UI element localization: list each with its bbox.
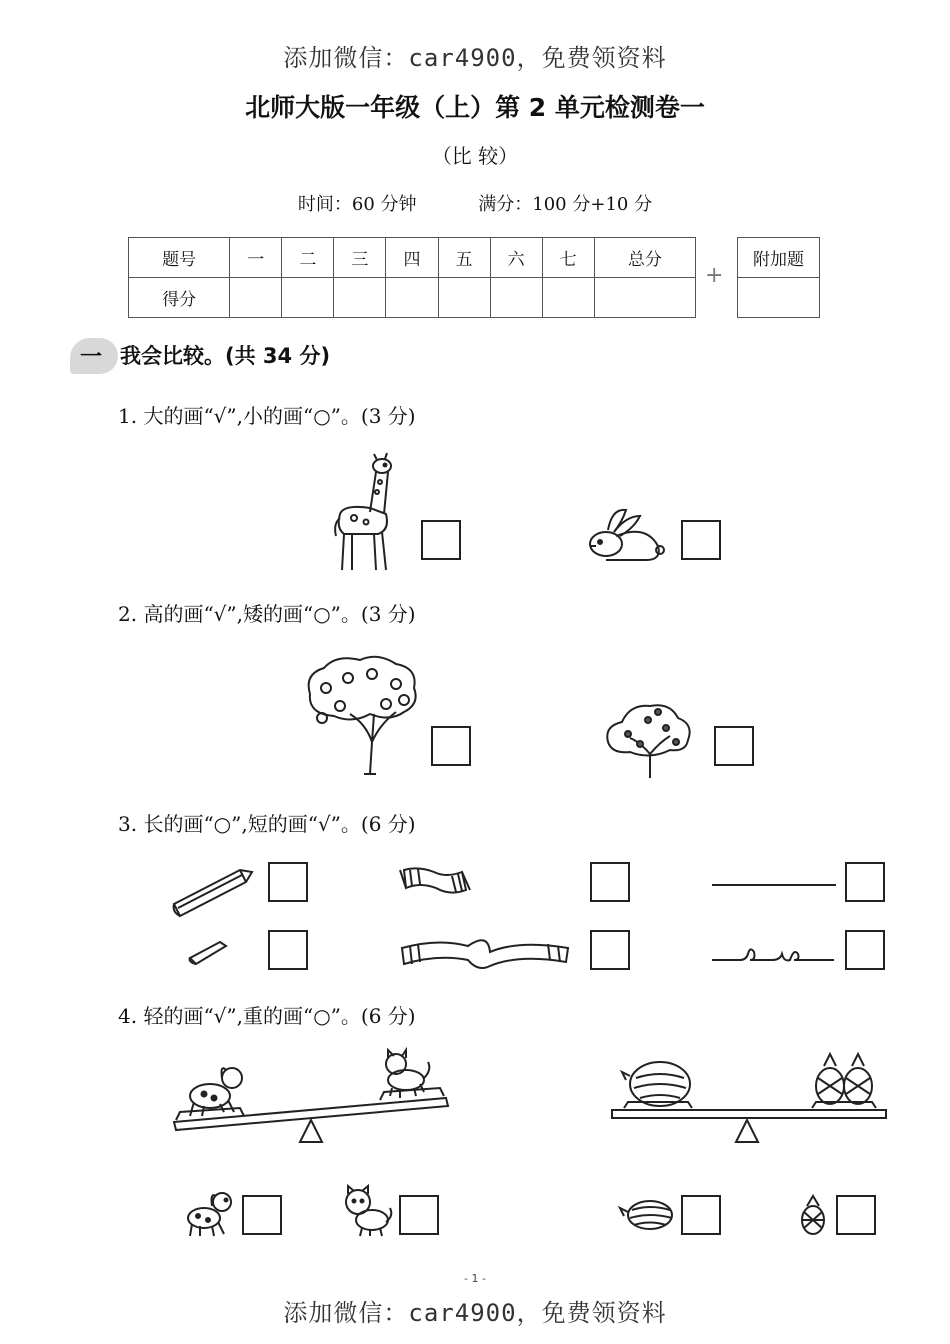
question-2: 2. 高的画“√”,矮的画“○”。(3 分) bbox=[118, 602, 416, 626]
score-cell[interactable] bbox=[594, 278, 695, 318]
exam-info bbox=[0, 190, 950, 216]
watermark-bottom: 添加微信：car4900，免费领资料 bbox=[283, 1299, 667, 1327]
score-header-cell: 三 bbox=[334, 238, 386, 278]
score-table bbox=[128, 237, 696, 318]
question-1: 1. 大的画“√”,小的画“○”。(3 分) bbox=[118, 404, 416, 428]
answer-box[interactable] bbox=[590, 862, 630, 902]
score-header-cell: 总分 bbox=[594, 238, 695, 278]
score-header-cell: 题号 bbox=[129, 238, 230, 278]
score-row-label: 得分 bbox=[129, 278, 230, 318]
seesaw-dog-cat-image bbox=[170, 1050, 450, 1146]
answer-box[interactable] bbox=[845, 862, 885, 902]
score-header-cell: 七 bbox=[542, 238, 594, 278]
score-cell[interactable] bbox=[542, 278, 594, 318]
answer-box[interactable] bbox=[431, 726, 471, 766]
long-line bbox=[712, 884, 836, 886]
extra-score-label: 附加题 bbox=[738, 238, 820, 278]
score-table-header-row bbox=[129, 238, 696, 278]
answer-box[interactable] bbox=[399, 1195, 439, 1235]
score-header-cell: 六 bbox=[490, 238, 542, 278]
score-cell[interactable] bbox=[230, 278, 282, 318]
answer-box[interactable] bbox=[590, 930, 630, 970]
pineapple-image bbox=[798, 1194, 828, 1236]
rabbit-image bbox=[586, 506, 666, 566]
answer-box[interactable] bbox=[421, 520, 461, 560]
score-cell[interactable] bbox=[438, 278, 490, 318]
time-limit: 时间：60 分钟 bbox=[297, 194, 417, 215]
answer-box[interactable] bbox=[681, 1195, 721, 1235]
score-cell[interactable] bbox=[386, 278, 438, 318]
section-number: 一 bbox=[80, 345, 103, 370]
tall-tree-image bbox=[300, 654, 422, 776]
score-header-cell: 二 bbox=[282, 238, 334, 278]
page-title: 北师大版一年级（上）第 2 单元检测卷一 bbox=[245, 93, 705, 122]
page-number: - 1 - bbox=[464, 1272, 486, 1285]
score-header-cell: 一 bbox=[230, 238, 282, 278]
score-cell[interactable] bbox=[334, 278, 386, 318]
long-scarf-image bbox=[398, 928, 574, 974]
cat-image bbox=[340, 1186, 394, 1238]
extra-score-cell[interactable] bbox=[738, 278, 820, 318]
score-table-score-row bbox=[129, 278, 696, 318]
score-header-cell: 四 bbox=[386, 238, 438, 278]
answer-box[interactable] bbox=[836, 1195, 876, 1235]
answer-box[interactable] bbox=[268, 930, 308, 970]
short-tree-image bbox=[600, 698, 696, 780]
extra-score-table bbox=[737, 237, 820, 318]
short-scarf-image bbox=[398, 864, 474, 896]
section-title: 我会比较。(共 34 分) bbox=[120, 344, 331, 368]
short-pencil-image bbox=[186, 938, 230, 966]
question-4: 4. 轻的画“√”,重的画“○”。(6 分) bbox=[118, 1004, 416, 1028]
answer-box[interactable] bbox=[845, 930, 885, 970]
curly-line-image bbox=[710, 944, 836, 968]
question-3: 3. 长的画“○”,短的画“√”。(6 分) bbox=[118, 812, 416, 836]
page-subtitle: （比 较） bbox=[431, 144, 519, 168]
score-cell[interactable] bbox=[282, 278, 334, 318]
seesaw-watermelon-pineapple-image bbox=[610, 1052, 890, 1146]
full-score: 满分：100 分+10 分 bbox=[478, 194, 653, 215]
giraffe-image bbox=[330, 452, 400, 574]
answer-box[interactable] bbox=[268, 862, 308, 902]
plus-sign: + bbox=[705, 263, 724, 288]
watermark-top: 添加微信：car4900，免费领资料 bbox=[283, 44, 667, 72]
answer-box[interactable] bbox=[681, 520, 721, 560]
answer-box[interactable] bbox=[714, 726, 754, 766]
answer-box[interactable] bbox=[242, 1195, 282, 1235]
score-header-cell: 五 bbox=[438, 238, 490, 278]
score-cell[interactable] bbox=[490, 278, 542, 318]
long-pencil-image bbox=[170, 866, 254, 916]
watermelon-image bbox=[618, 1198, 676, 1232]
dog-image bbox=[182, 1188, 236, 1238]
